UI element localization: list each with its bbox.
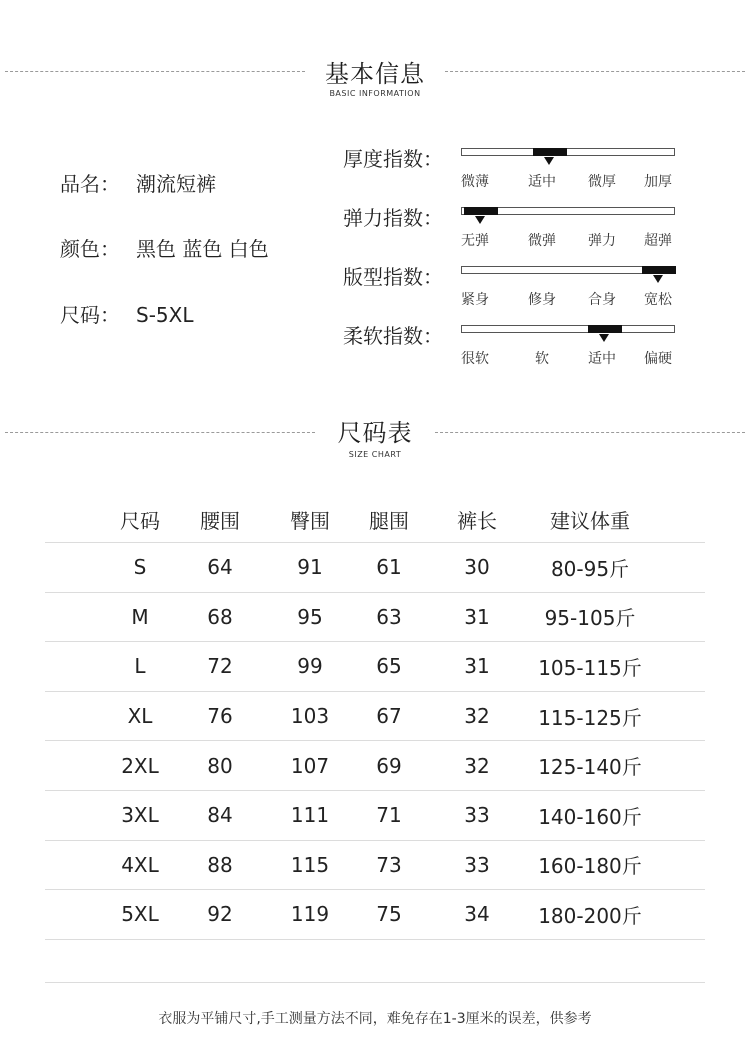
table-cell: 95-105斤 <box>544 606 636 631</box>
table-row <box>45 593 705 643</box>
scale-label: 偏硬 <box>644 351 672 367</box>
header-cell: 裤长 <box>457 509 497 533</box>
index-bar <box>461 325 675 333</box>
table-cell: 72 <box>207 654 233 679</box>
table-cell: 99 <box>297 654 323 679</box>
index-label: 版型指数： <box>343 265 443 289</box>
table-row <box>45 741 705 791</box>
table-cell: 180-200斤 <box>538 903 642 928</box>
index-arrow-icon <box>653 275 663 283</box>
table-cell: 111 <box>290 803 330 828</box>
index-bar <box>461 148 675 156</box>
basic-info-subtitle: BASIC INFORMATION <box>329 89 421 98</box>
table-cell: 61 <box>376 555 402 580</box>
table-row <box>45 791 705 841</box>
table-cell: 32 <box>464 753 490 778</box>
table-row <box>45 841 705 891</box>
index-bar <box>461 207 675 215</box>
table-cell: 67 <box>376 704 402 729</box>
table-cell: 80-95斤 <box>550 556 630 581</box>
index-marker <box>588 325 622 333</box>
index-marker <box>642 266 676 274</box>
scale-label: 宽松 <box>644 292 672 308</box>
table-cell: 31 <box>464 604 490 629</box>
table-cell: 2XL <box>121 753 159 778</box>
index-fit <box>343 261 703 317</box>
table-cell: 31 <box>464 654 490 679</box>
index-bar <box>461 266 675 274</box>
table-cell: M <box>131 604 149 629</box>
table-cell: 160-180斤 <box>538 854 642 879</box>
table-cell: XL <box>127 704 153 729</box>
scale-label: 软 <box>535 351 549 367</box>
scale-label: 微薄 <box>461 174 489 190</box>
field-value: S-5XL <box>136 303 194 327</box>
table-cell: 68 <box>207 604 233 629</box>
index-elasticity <box>343 202 703 258</box>
table-row <box>45 890 705 940</box>
table-cell: 115 <box>290 852 330 877</box>
table-cell: 84 <box>207 803 233 828</box>
table-cell: 65 <box>376 654 402 679</box>
scale-label: 微厚 <box>588 174 616 190</box>
table-row <box>45 642 705 692</box>
scale-label: 适中 <box>588 351 616 367</box>
field-size <box>60 299 193 328</box>
table-cell: 63 <box>376 604 402 629</box>
size-table <box>45 497 705 940</box>
scale-label: 很软 <box>461 351 489 367</box>
measurement-note: 衣服为平铺尺寸,手工测量方法不同，难免存在1-3厘米的误差，供参考 <box>158 1011 592 1027</box>
header-cell: 腰围 <box>200 509 240 533</box>
index-marker <box>533 148 567 156</box>
table-cell: 4XL <box>121 852 159 877</box>
header-cell: 臀围 <box>290 509 330 533</box>
basic-info-title: 基本信息 <box>325 60 425 88</box>
index-label: 柔软指数： <box>343 324 443 348</box>
table-cell: 5XL <box>121 902 159 927</box>
table-cell: 32 <box>464 704 490 729</box>
table-cell: 3XL <box>121 803 159 828</box>
table-cell: L <box>134 654 146 679</box>
table-cell: 30 <box>464 555 490 580</box>
scale-label: 合身 <box>588 292 616 308</box>
table-row <box>45 692 705 742</box>
table-cell: 107 <box>290 753 330 778</box>
index-marker <box>464 207 498 215</box>
table-cell: 125-140斤 <box>538 755 642 780</box>
table-cell: 64 <box>207 555 233 580</box>
field-value: 黑色 蓝色 白色 <box>136 237 269 261</box>
table-cell: 92 <box>207 902 233 927</box>
size-chart-subtitle: SIZE CHART <box>348 450 402 459</box>
scale-label: 弹力 <box>588 233 616 249</box>
scale-label: 加厚 <box>644 174 672 190</box>
field-product-name <box>60 168 216 197</box>
table-cell: 71 <box>376 803 402 828</box>
table-cell: 34 <box>464 902 490 927</box>
field-color <box>60 233 269 262</box>
table-cell: 119 <box>290 902 330 927</box>
table-cell: 88 <box>207 852 233 877</box>
field-label: 颜色： <box>60 237 120 261</box>
scale-label: 适中 <box>528 174 556 190</box>
table-row <box>45 543 705 593</box>
table-cell: 69 <box>376 753 402 778</box>
index-arrow-icon <box>544 157 554 165</box>
scale-label: 修身 <box>528 292 556 308</box>
table-cell: 33 <box>464 852 490 877</box>
index-softness <box>343 320 703 376</box>
size-chart-title: 尺码表 <box>337 419 413 447</box>
table-cell: 103 <box>290 704 330 729</box>
table-cell: S <box>133 555 147 580</box>
scale-label: 无弹 <box>461 233 489 249</box>
index-label: 弹力指数： <box>343 206 443 230</box>
table-cell: 91 <box>297 555 323 580</box>
table-cell: 75 <box>376 902 402 927</box>
table-cell: 80 <box>207 753 233 778</box>
field-label: 尺码： <box>60 303 120 327</box>
table-cell: 105-115斤 <box>538 655 642 680</box>
header-cell: 腿围 <box>369 509 409 533</box>
table-cell: 140-160斤 <box>538 804 642 829</box>
footer-divider <box>45 982 705 983</box>
table-header-row <box>45 497 705 543</box>
scale-label: 微弹 <box>528 233 556 249</box>
index-arrow-icon <box>599 334 609 342</box>
table-cell: 33 <box>464 803 490 828</box>
table-cell: 115-125斤 <box>538 705 642 730</box>
scale-label: 紧身 <box>461 292 489 308</box>
index-label: 厚度指数： <box>343 147 443 171</box>
table-cell: 73 <box>376 852 402 877</box>
index-thickness <box>343 143 703 199</box>
scale-label: 超弹 <box>644 233 672 249</box>
table-cell: 95 <box>297 604 323 629</box>
table-cell: 76 <box>207 704 233 729</box>
index-arrow-icon <box>475 216 485 224</box>
header-cell: 尺码 <box>120 509 160 533</box>
header-cell: 建议体重 <box>550 509 630 533</box>
field-label: 品名： <box>60 172 120 196</box>
field-value: 潮流短裤 <box>136 172 216 196</box>
